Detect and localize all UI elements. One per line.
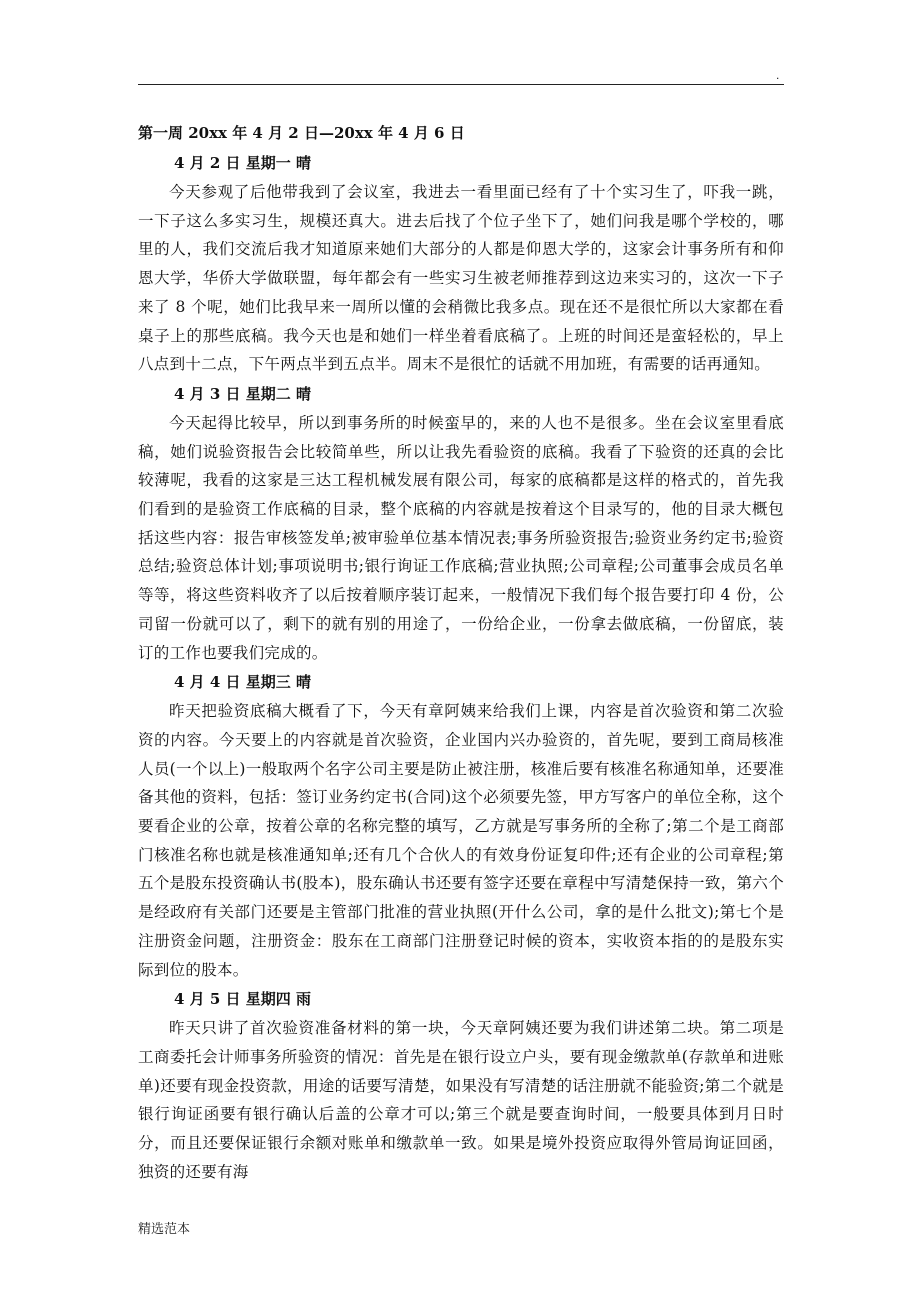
header-mark: . xyxy=(776,68,780,82)
entry-heading-apr5: 4 月 5 日 星期四 雨 xyxy=(174,990,311,1009)
entry-body-apr3: 今天起得比较早，所以到事务所的时候蛮早的，来的人也不是很多。坐在会议室里看底稿，她们说验资报告会比较简单些，所以让我先看验资的底稿。我看了下验资的还真的会比较薄呢，我看的这家是三达工程机械发展有限公司，每家的底稿都是这样的格式的，首先我们看到的是验资工作底稿的目录，整个底稿的内容就是按着这个目录写的，他的目录大概包括这些内容：报告审核签发单;被审验单位基本情况表;事务所验资报告;验资业务约定书;验资总结;验资总体计划;事项说明书;银行询证工作底稿;营业执照;公司章程;公司董事会成员名单等等，将这些资料收齐了以后按着顺序装订起来，一般情况下我们每个报告要打印 4 份，公司留一份就可以了，剩下的就有别的用途了，一份给企业，一份拿去做底稿，一份留底，装订的工作也要我们完成的。 xyxy=(138,413,784,662)
week-title: 第一周 20xx 年 4 月 2 日—20xx 年 4 月 6 日 xyxy=(138,124,465,142)
entry-body-apr4: 昨天把验资底稿大概看了下，今天有章阿姨来给我们上课，内容是首次验资和第二次验资的内容。今天要上的内容就是首次验资，企业国内兴办验资的，首先呢，要到工商局核准人员(一个以上)一般取两个名字公司主要是防止被注册，核准后要有核准名称通知单，还要准备其他的资料，包括：签订业务约定书(合同)这个必须要先签，甲方写客户的单位全称，这个要看企业的公章，按着公章的名称完整的填写，乙方就是写事务所的全称了;第二个是工商部门核准名称也就是核准通知单;还有几个合伙人的有效身份证复印件;还有企业的公司章程;第五个是股东投资确认书(股本)，股东确认书还要有签字还要在章程中写清楚保持一致，第六个是经政府有关部门还要是主管部门批准的营业执照(开什么公司，拿的是什么批文);第七个是注册资金问题，注册资金：股东在工商部门注册登记时候的资本，实收资本指的的是股东实际到位的股本。 xyxy=(138,702,784,979)
footer-label: 精选范本 xyxy=(138,1222,191,1237)
entry-heading-apr3: 4 月 3 日 星期二 晴 xyxy=(174,384,311,403)
document-body xyxy=(138,118,784,1187)
entry-heading-apr4: 4 月 4 日 星期三 晴 xyxy=(174,673,311,692)
entry-body-apr5: 昨天只讲了首次验资准备材料的第一块，今天章阿姨还要为我们讲述第二块。第二项是工商委托会计师事务所验资的情况：首先是在银行设立户头，要有现金缴款单(存款单和进账单)还要有现金投资款，用途的话要写清楚，如果没有写清楚的话注册就不能验资;第二个就是银行询证函要有银行确认后盖的公章才可以;第三个就是要查询时间，一般要具体到月日时分，而且还要保证银行余额对账单和缴款单一致。如果是境外投资应取得外管局询证回函，独资的还要有海 xyxy=(138,1019,784,1181)
entry-heading-apr2: 4 月 2 日 星期一 晴 xyxy=(174,154,311,172)
header-rule xyxy=(138,84,784,85)
entry-body-apr2: 今天参观了后他带我到了会议室，我进去一看里面已经有了十个实习生了，吓我一跳，一下子这么多实习生，规模还真大。进去后找了个位子坐下了，她们问我是哪个学校的，哪里的人，我们交流后我才知道原来她们大部分的人都是仰恩大学的，这家会计事务所有和仰恩大学，华侨大学做联盟，每年都会有一些实习生被老师推荐到这边来实习的，这次一下子来了 8 个呢，她们比我早来一周所以懂的会稍微比我多点。现在还不是很忙所以大家都在看桌子上的那些底稿。我今天也是和她们一样坐着看底稿了。上班的时间还是蛮轻松的，早上八点到十二点，下午两点半到五点半。周末不是很忙的话就不用加班，有需要的话再通知。 xyxy=(138,183,784,374)
